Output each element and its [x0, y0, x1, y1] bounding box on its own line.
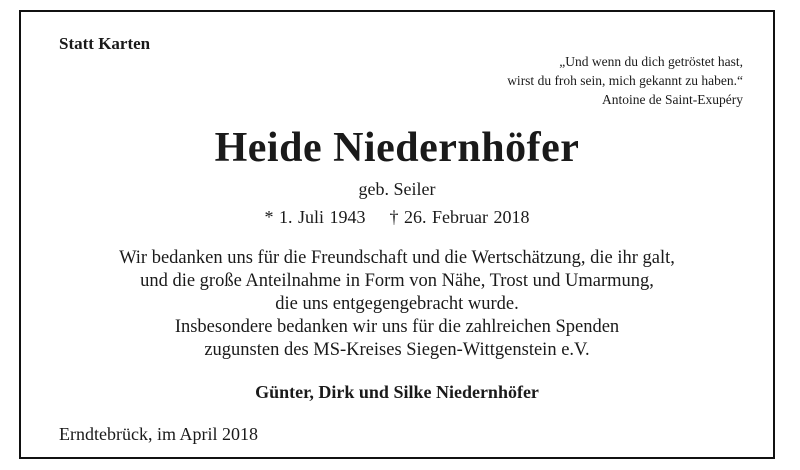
- birth-name: geb. Seiler: [358, 179, 436, 199]
- quote-author: Antoine de Saint-Exupéry: [602, 92, 743, 107]
- death-date: † 26. Februar 2018: [389, 207, 530, 227]
- quote-line: wirst du froh sein, mich gekannt zu haben.“: [507, 73, 743, 88]
- message-line: zugunsten des MS-Kreises Siegen-Wittgenstein e.V.: [204, 340, 590, 360]
- thank-you-message: [21, 247, 773, 362]
- notice-header: Statt Karten: [59, 34, 151, 53]
- birth-date: * 1. Juli 1943: [264, 207, 366, 227]
- message-line: und die große Anteilnahme in Form von Nähe, Trost und Umarmung,: [140, 271, 654, 291]
- place-and-date: Erndtebrück, im April 2018: [59, 424, 258, 444]
- quote-block: [323, 52, 743, 109]
- obituary-notice: [19, 10, 775, 459]
- message-line: Insbesondere bedanken wir uns für die zahlreichen Spenden: [174, 317, 620, 337]
- life-dates: [21, 207, 773, 228]
- quote-line: „Und wenn du dich getröstet hast,: [559, 54, 743, 69]
- message-line: Wir bedanken uns für die Freundschaft und die Wertschätzung, die ihr galt,: [119, 248, 675, 268]
- signers: Günter, Dirk und Silke Niedernhöfer: [255, 382, 539, 402]
- message-line: die uns entgegengebracht wurde.: [275, 294, 519, 314]
- deceased-name: Heide Niedernhöfer: [214, 125, 580, 171]
